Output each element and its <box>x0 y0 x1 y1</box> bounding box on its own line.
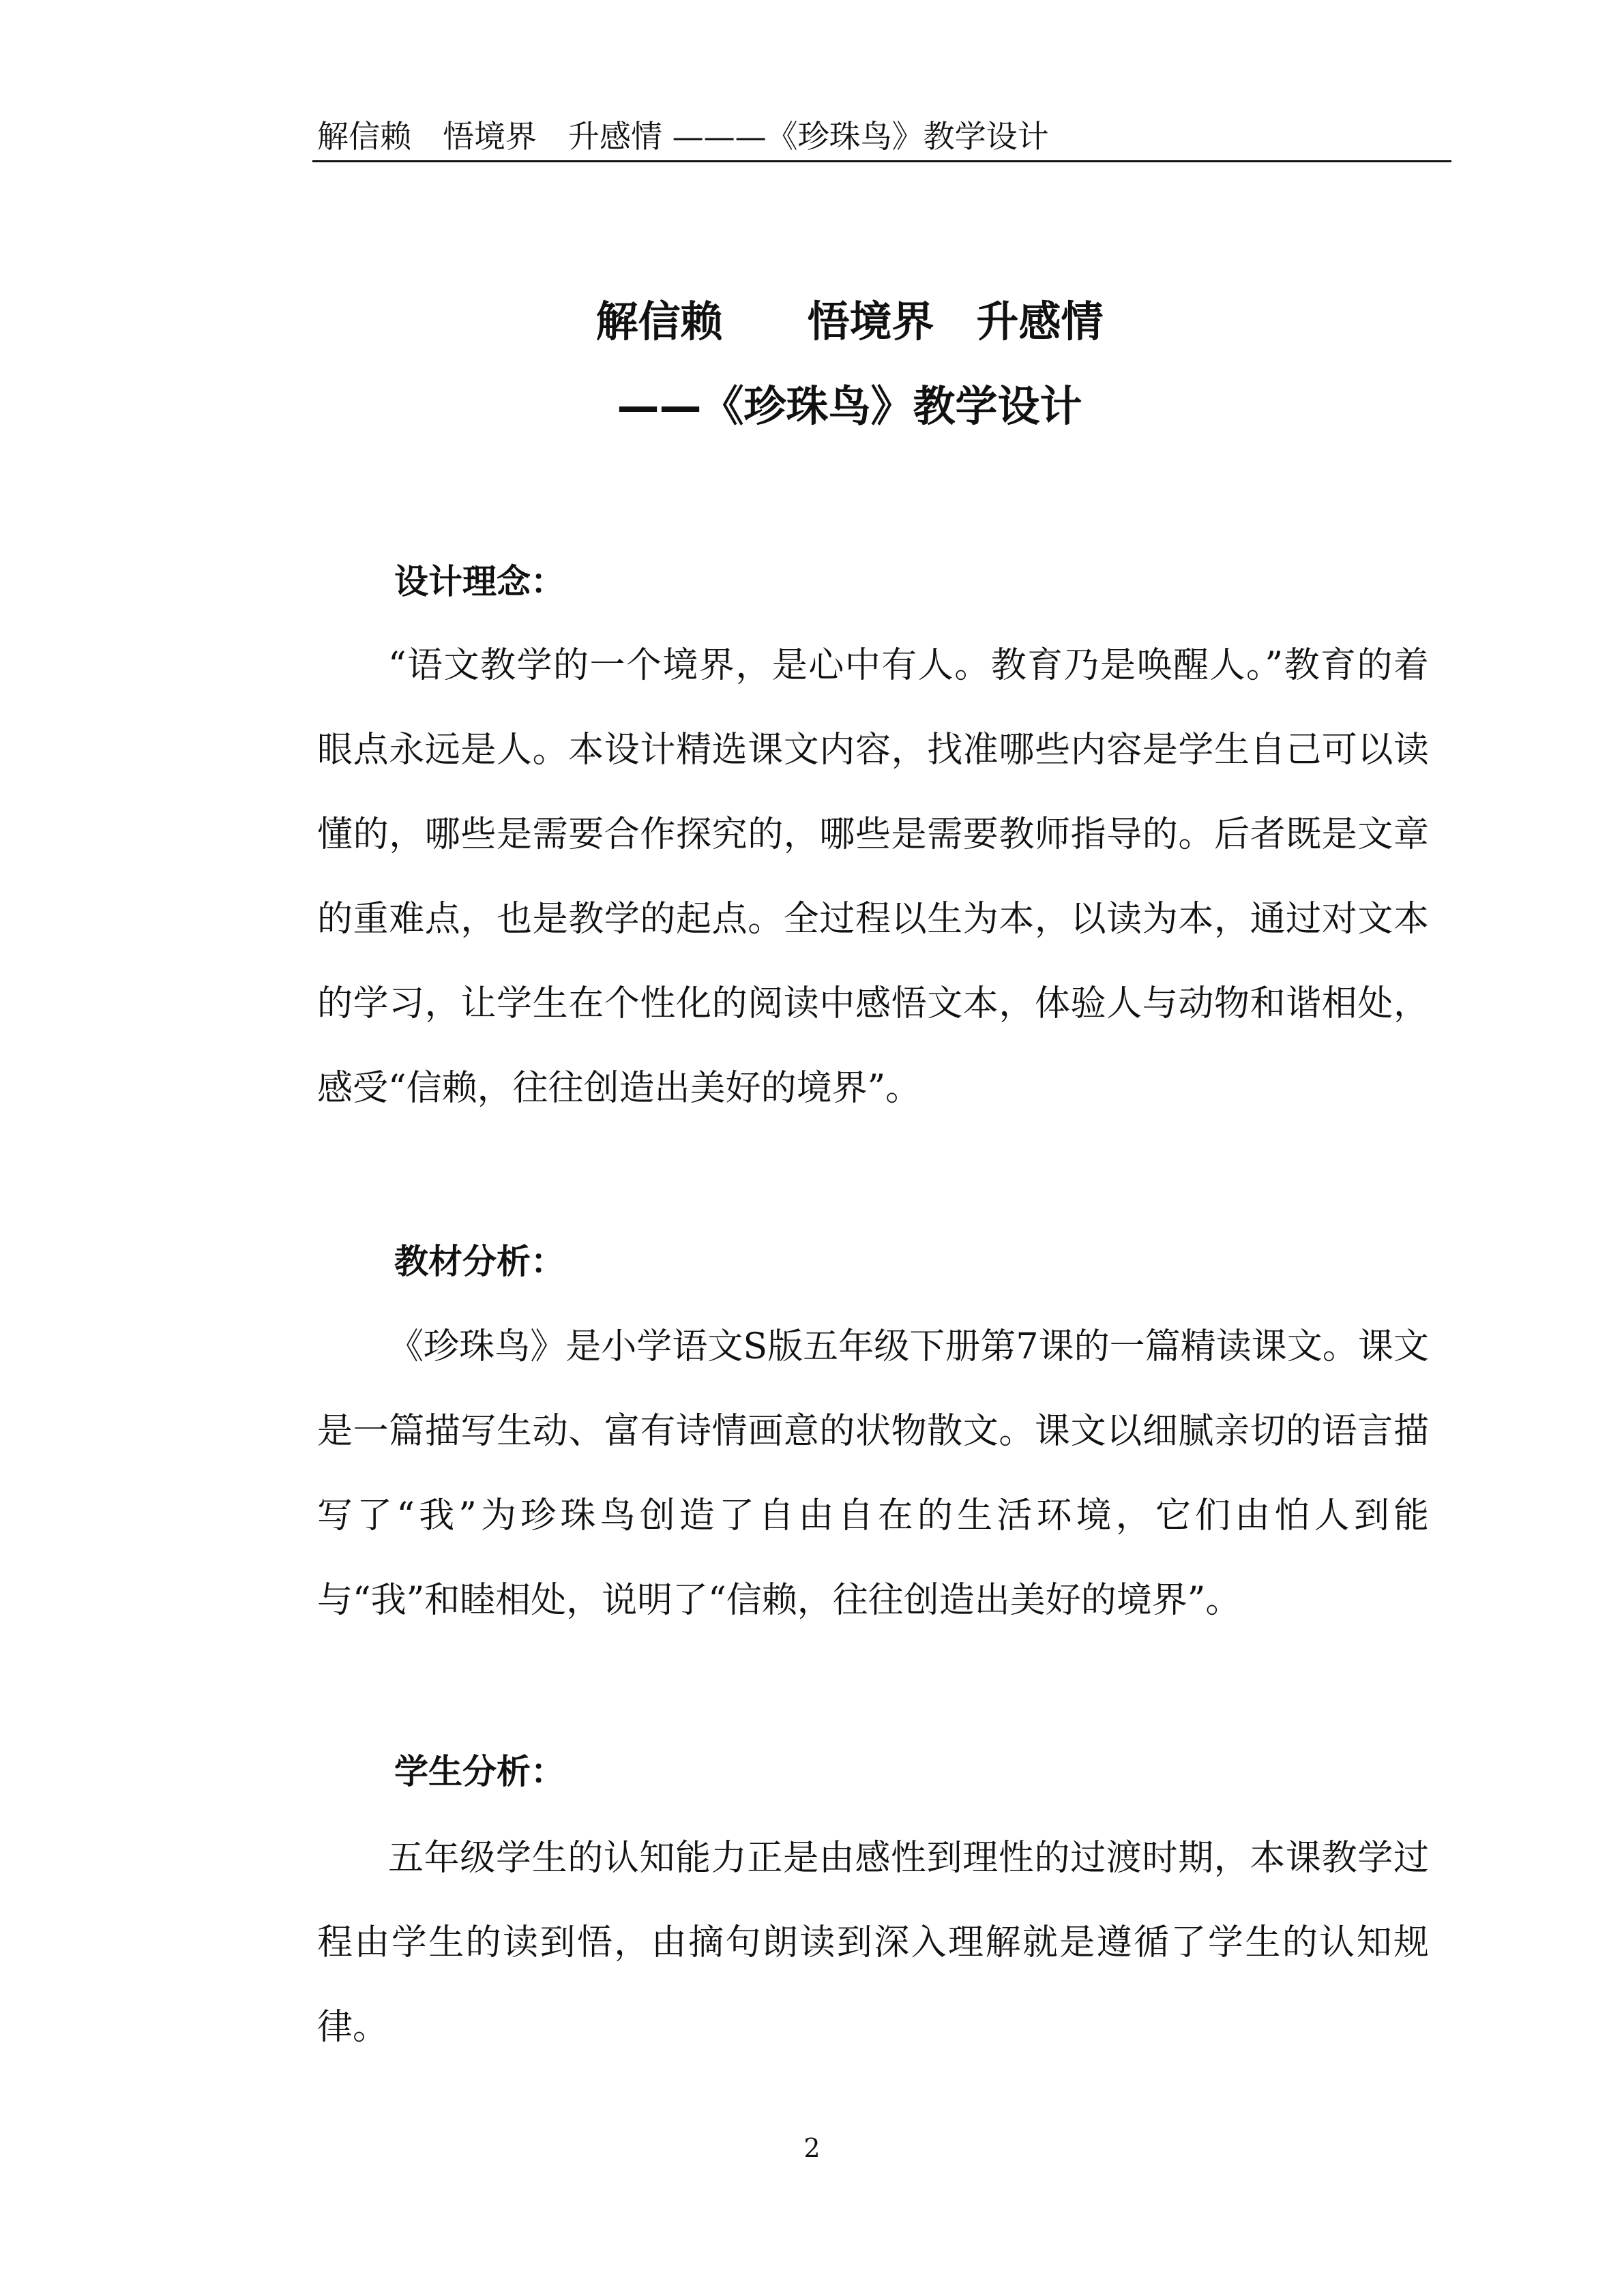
section-body-material-analysis: 《珍珠鸟》是小学语文S版五年级下册第7课的一篇精读课文。课文是一篇描写生动、富有诗情画意的状物散文。课文以细腻亲切的语言描写了“我”为珍珠鸟创造了自由自在的生活环境，它们由怕人到能与“我”和睦相处，说明了“信赖，往往创造出美好的境界”。 <box>317 1326 1429 1621</box>
page-number: 2 <box>803 2133 821 2163</box>
document-subtitle: ——《珍珠鸟》教学设计 <box>617 381 1082 431</box>
section-body-student-analysis: 五年级学生的认知能力正是由感性到理性的过渡时期，本课教学过程由学生的读到悟，由摘句朗读到深入理解就是遵循了学生的认知规律。 <box>317 1838 1429 2048</box>
section-heading-material-analysis: 教材分析： <box>394 1242 565 1281</box>
section-body-design-concept: “语文教学的一个境界，是心中有人。教育乃是唤醒人。”教育的着眼点永远是人。本设计精选课文内容，找准哪些内容是学生自己可以读懂的，哪些是需要合作探究的，哪些是需要教师指导的。后者既是文章的重难点，也是教学的起点。全过程以生为本，以读为本，通过对文本的学习，让学生在个性化的阅读中感悟文本，体验人与动物和谐相处，感受“信赖，往往创造出美好的境界”。 <box>317 645 1429 1109</box>
section-heading-design-concept: 设计理念： <box>394 562 565 601</box>
document-title: 解信赖 悟境界 升感情 <box>595 297 1104 346</box>
running-header: 解信赖 悟境界 升感情 ———《珍珠鸟》教学设计 <box>317 118 1049 155</box>
section-heading-student-analysis: 学生分析： <box>394 1752 565 1791</box>
header-divider <box>312 160 1451 162</box>
